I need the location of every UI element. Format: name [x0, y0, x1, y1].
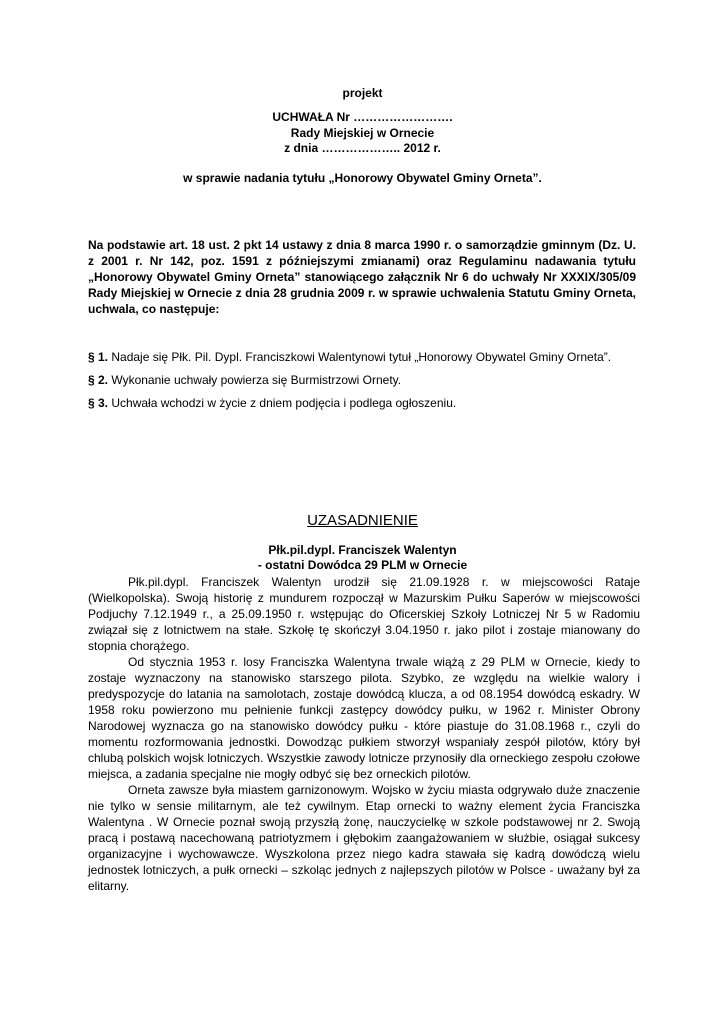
paragraph-text: Uchwała wchodzi w życie z dniem podjęcia i podlega ogłoszeniu. — [108, 396, 457, 410]
paragraph-1 — [88, 350, 648, 365]
paragraph-text: Wykonanie uchwały powierza się Burmistrzowi Ornety. — [108, 373, 402, 387]
resolution-subject: w sprawie nadania tytułu „Honorowy Obywatel Gminy Orneta”. — [183, 171, 542, 185]
justification-paragraph: Płk.pil.dypl. Franciszek Walentyn urodził się 21.09.1928 r. w miejscowości Rataje (Wielkopolska). Swoją historię z mundurem rozpoczął w Mazurskim Pułku Saperów w miejscowości Podjuchy 7.12.1949 r., a 25.09.1950 r. wstępując do Oficerskiej Szkoły Lotniczej Nr 5 w Radomiu związał się z lotnictwem na stałe. Szkołę tę skończył 3.04.1950 r. jako pilot i zostaje mianowany do stopnia chorążego. — [88, 575, 640, 653]
paragraph-number: § 2. — [88, 373, 109, 387]
justification-subtitle-role: - ostatni Dowódca 29 PLM w Ornecie — [257, 558, 468, 572]
draft-label: projekt — [342, 86, 383, 100]
justification-paragraph: Orneta zawsze była miastem garnizonowym. Wojsko w życiu miasta odgrywało duże znaczenie nie tylko w sensie militarnym, ale też cywilnym. Etap ornecki to ważny element życia Franciszka Walentyna . W Ornecie poznał swoją przyszłą żonę, nauczycielkę w szkole podstawowej nr 2. Swoją pracą i postawą nacechowaną patriotyzmem i głębokim zaangażowaniem w służbie, osiągał sukcesy organizacyjne i wychowawcze. Wyszkolona przez niego kadra stawała się kadrą dowódczą wielu jednostek lotniczych, a pułk ornecki – szkoląc jednych z najlepszych pilotów w Polsce - uważany był za elitarny. — [88, 783, 640, 893]
paragraph-3 — [88, 396, 648, 411]
paragraph-text: Nadaje się Płk. Pil. Dypl. Franciszkowi Walentynowi tytuł „Honorowy Obywatel Gminy Orneta”. — [108, 350, 612, 364]
paragraph-number: § 1. — [88, 350, 109, 364]
justification-subtitle-name: Płk.pil.dypl. Franciszek Walentyn — [268, 543, 457, 557]
paragraph-number: § 3. — [88, 396, 109, 410]
paragraph-2 — [88, 373, 648, 388]
legal-basis-paragraph: Na podstawie art. 18 ust. 2 pkt 14 ustawy z dnia 8 marca 1990 r. o samorządzie gminnym (Dz. U. z 2001 r. Nr 142, poz. 1591 z późniejszymi zmianami) oraz Regulaminu nadawania tytułu „Honorowy Obywatel Gminy Orneta” stanowiącego załącznik Nr 6 do uchwały Nr XXXIX/305/09 Rady Miejskiej w Ornecie z dnia 28 grudnia 2009 r. w sprawie uchwalenia Statutu Gminy Orneta, uchwala, co następuje: — [88, 238, 636, 316]
council-name: Rady Miejskiej w Ornecie — [290, 126, 435, 140]
justification-title: UZASADNIENIE — [307, 512, 418, 529]
resolution-number: UCHWAŁA Nr ……………………. — [272, 110, 453, 124]
justification-paragraph: Od stycznia 1953 r. losy Franciszka Walentyna trwale wiążą z 29 PLM w Ornecie, kiedy to zostaje wyznaczony na stanowisko starszego pilota. Szybko, ze względu na wielkie walory i predyspozycje do latania na samolotach, zostaje dowódcą klucza, a od 08.1954 dowódcą eskadry. W 1958 roku powierzono mu pełnienie funkcji zastępcy dowódcy pułku, w 1962 r. Minister Obrony Narodowej wyznacza go na stanowisko dowódcy pułku - które piastuje do 31.08.1968 r., czyli do momentu rozformowania jednostki. Dowodząc pułkiem stworzył wspaniały zespół pilotów, który był chlubą polskich wojsk lotniczych. Wszystkie zawody lotnicze przynosiły dla orneckiego zespołu czołowe miejsca, a zadania specjalne nie mogły odbyć się bez orneckich pilotów. — [88, 655, 640, 781]
justification-body — [88, 574, 640, 894]
resolution-date: z dnia ……………….. 2012 r. — [284, 141, 441, 155]
